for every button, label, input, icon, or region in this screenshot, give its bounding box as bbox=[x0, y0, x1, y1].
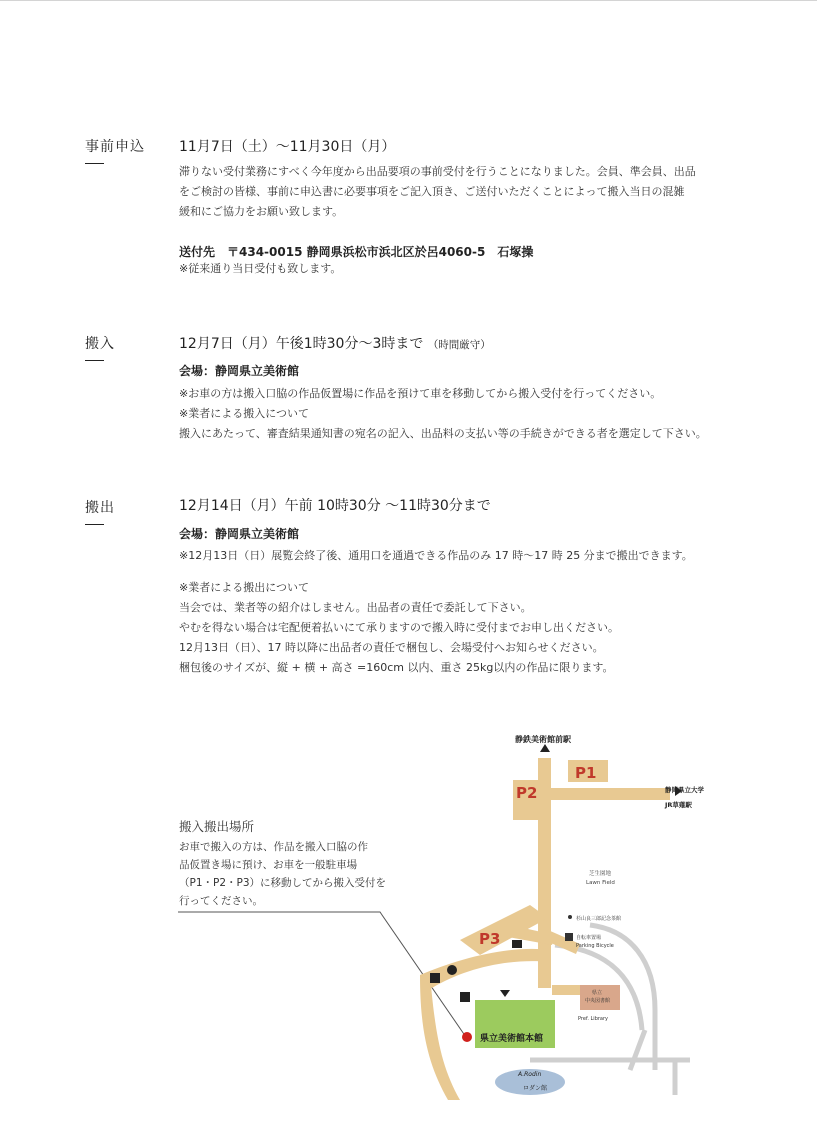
delivery-time-note: （時間厳守） bbox=[427, 339, 491, 351]
lawn-label-en: Lawn Field bbox=[586, 880, 615, 886]
section-label-delivery bbox=[85, 333, 115, 361]
delivery-heading bbox=[179, 333, 491, 353]
memorial-dot-icon bbox=[568, 915, 572, 919]
pickup-venue: 会場：静岡県立美術館 bbox=[179, 527, 300, 541]
section-label-text: 事前申込 bbox=[85, 139, 145, 155]
body-line: ※業者による搬入について bbox=[179, 407, 309, 420]
rodin-label-jp: ロダン館 bbox=[523, 1085, 548, 1092]
road-to-university bbox=[550, 788, 670, 800]
body-line: 当会では、業者等の紹介はしません。出品者の責任で委託して下さい。 bbox=[179, 601, 532, 614]
delivery-body bbox=[179, 384, 707, 444]
body-line: 搬入にあたって、審査結果通知書の宛名の記入、出品料の支払い等の手続きができる者を選定して下さい。 bbox=[179, 427, 707, 440]
station-arrow-icon bbox=[540, 744, 550, 752]
caption-line: （P1・P2・P3）に移動してから搬入受付を bbox=[179, 877, 387, 889]
pickup-note: ※12月13日（日）展覧会終了後、通用口を通過できる作品のみ 17 時〜17 時 25 分まで搬出できます。 bbox=[179, 549, 693, 562]
library-label-jp2: 中央図書館 bbox=[585, 998, 611, 1004]
loading-point-marker bbox=[462, 1032, 472, 1042]
advance-body bbox=[179, 162, 696, 222]
university-label: 静岡県立大学 bbox=[665, 786, 704, 794]
bus-icon bbox=[512, 940, 522, 948]
body-line: 緩和にご協力をお願い致します。 bbox=[179, 205, 344, 218]
body-line: ※業者による搬出について bbox=[179, 581, 309, 594]
delivery-venue: 会場：静岡県立美術館 bbox=[179, 364, 300, 378]
top-divider bbox=[0, 0, 817, 1]
section-underline bbox=[85, 524, 104, 525]
body-line: ※お車の方は搬入口脇の作品仮置場に作品を預けて車を移動してから搬入受付を行ってください。 bbox=[179, 387, 662, 400]
station-label: 静鉄美術館前駅 bbox=[515, 735, 571, 744]
map-caption-body bbox=[179, 838, 386, 910]
lawn-label-jp: 芝生園地 bbox=[589, 871, 612, 877]
accessible-icon bbox=[460, 992, 470, 1002]
body-line: をご検討の皆様、事前に申込書に必要事項をご記入頂き、ご送付いただくことによって搬入当日の混雑 bbox=[179, 185, 685, 198]
p2-label: P2 bbox=[516, 784, 538, 802]
bicycle-label-en: Parking Bicycle bbox=[576, 943, 614, 949]
section-label-text: 搬出 bbox=[85, 500, 115, 516]
restroom-icon bbox=[430, 973, 440, 983]
section-underline bbox=[85, 360, 104, 361]
body-line: 滞りない受付業務にすべく今年度から出品要項の事前受付を行うことになりました。会員、準会員、出品 bbox=[179, 165, 696, 178]
advance-note: ※従来通り当日受付も致します。 bbox=[179, 262, 342, 275]
p3-road bbox=[460, 905, 548, 955]
memorial-label: 杉山良三郎記念茶館 bbox=[576, 916, 622, 922]
section-underline bbox=[85, 163, 104, 164]
mailing-address: 送付先 〒434-0015 静岡県浜松市浜北区於呂4060-5 石塚操 bbox=[179, 245, 534, 259]
pickup-body bbox=[179, 578, 619, 678]
p1-label: P1 bbox=[575, 764, 597, 782]
delivery-time: 12月7日（月）午後1時30分〜3時まで bbox=[179, 336, 424, 352]
section-label-pickup bbox=[85, 497, 115, 525]
section-label-advance bbox=[85, 136, 145, 164]
museum-label: 県立美術館本館 bbox=[480, 1034, 544, 1044]
p3-label: P3 bbox=[479, 930, 501, 948]
bicycle-label-jp: 自転車置場 bbox=[576, 935, 602, 941]
pickup-heading: 12月14日（月）午前 10時30分 〜11時30分まで bbox=[179, 498, 491, 514]
venue-map bbox=[380, 730, 704, 1100]
caption-line: 行ってください。 bbox=[179, 895, 263, 907]
body-line: 12月13日（日）、17 時以降に出品者の責任で梱包し、会場受付へお知らせください。 bbox=[179, 641, 604, 654]
bicycle-icon bbox=[565, 933, 573, 941]
section-label-text: 搬入 bbox=[85, 336, 115, 352]
rodin-label-en: A.Rodin bbox=[518, 1071, 542, 1078]
body-line: やむを得ない場合は宅配便着払いにて承りますので搬入時に受付までお申し出ください。 bbox=[179, 621, 619, 634]
tan-roads bbox=[420, 758, 670, 1100]
left-road bbox=[420, 975, 460, 1100]
map-caption-title: 搬入搬出場所 bbox=[179, 819, 255, 834]
caption-line: 品仮置き場に預け、お車を一般駐車場 bbox=[179, 859, 358, 871]
advance-period-heading: 11月7日（土）〜11月30日（月） bbox=[179, 139, 396, 155]
moon-icon bbox=[447, 965, 457, 975]
body-line: 梱包後のサイズが、縦 + 横 + 高さ =160cm 以内、重さ 25kg以内の作品に限ります。 bbox=[179, 661, 614, 674]
connector-road bbox=[552, 985, 582, 995]
library-label-en: Pref. Library bbox=[578, 1016, 609, 1022]
jr-station-label: JR草薙駅 bbox=[665, 801, 692, 809]
library-label-jp1: 県立 bbox=[592, 990, 603, 996]
entrance-arrow-icon bbox=[500, 990, 510, 997]
caption-line: お車で搬入の方は、作品を搬入口脇の作 bbox=[179, 841, 368, 853]
